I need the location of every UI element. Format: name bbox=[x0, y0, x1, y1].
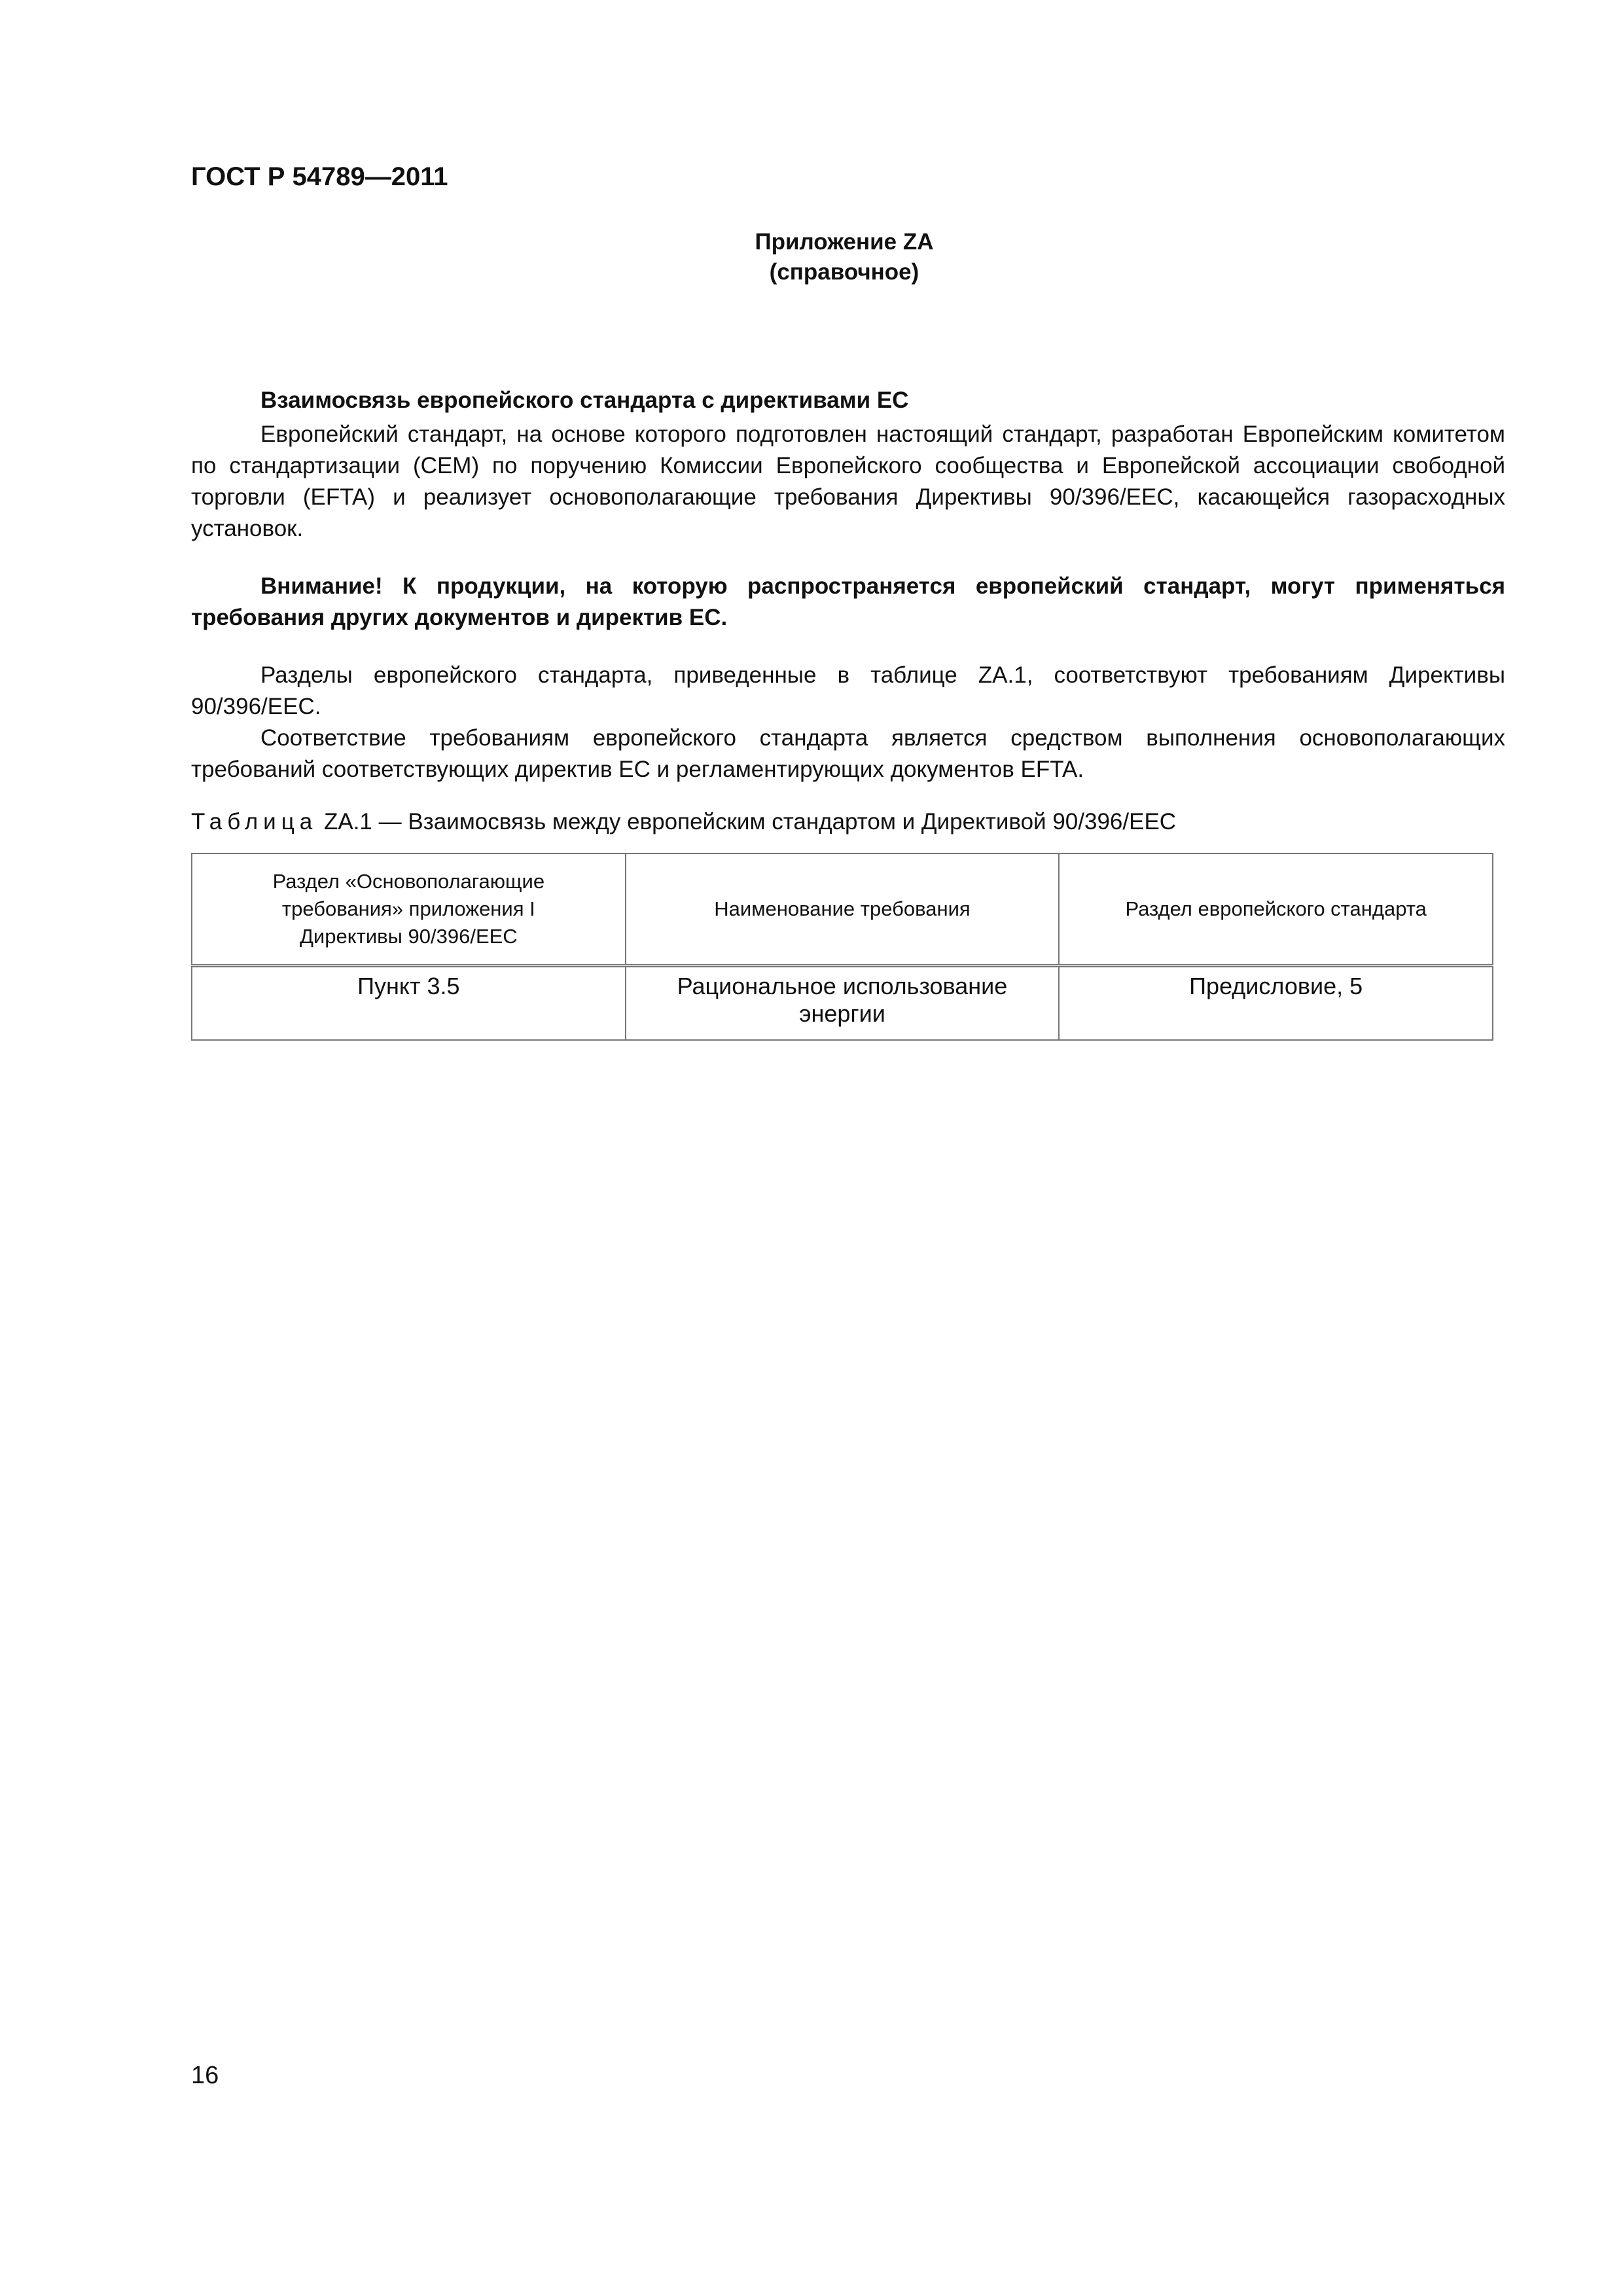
section-heading: Взаимосвязь европейского стандарта с директивами ЕС bbox=[260, 387, 909, 413]
warning-paragraph: Внимание! К продукции, на которую распространяется европейский стандарт, могут применяться требования других документов и директив ЕС. bbox=[191, 573, 1505, 630]
annex-title: Приложение ZA bbox=[755, 229, 934, 255]
paragraph-sections: Разделы европейского стандарта, приведенные в таблице ZA.1, соответствуют требованиям Директивы 90/396/EEC. bbox=[191, 662, 1505, 719]
page-number: 16 bbox=[191, 2062, 219, 2089]
requirements-table bbox=[191, 853, 1493, 1041]
table-caption bbox=[191, 809, 1176, 835]
paragraph-intro: Европейский стандарт, на основе которого подготовлен настоящий стандарт, разработан Европейским комитетом по стандартизации (CEM) по поручению Комиссии Европейского сообщества и Европейской ассоциации свободной торговли (EFTA) и реализует основополагающие требования Директивы 90/396/EEC, касающейся газорасходных установок. bbox=[191, 422, 1505, 541]
annex-status: (справочное) bbox=[769, 259, 919, 285]
table-cell: Пункт 3.5 bbox=[192, 966, 626, 1041]
table-caption-text: ZA.1 — Взаимосвязь между европейским стандартом и Директивой 90/396/EEC bbox=[323, 809, 1177, 834]
table-cell: Предисловие, 5 bbox=[1059, 966, 1493, 1041]
table-header-cell: Раздел европейского стандарта bbox=[1059, 853, 1493, 966]
table-header-row bbox=[192, 853, 1493, 966]
paragraph-conformity: Соответствие требованиям европейского стандарта является средством выполнения основополагающих требований соответствующих директив ЕС и регламентирующих документов EFTA. bbox=[191, 725, 1505, 782]
table-header-cell: Наименование требования bbox=[626, 853, 1060, 966]
table-caption-label: Таблица bbox=[191, 809, 318, 834]
table-cell: Рациональное использование энергии bbox=[626, 966, 1060, 1041]
document-code: ГОСТ Р 54789—2011 bbox=[191, 162, 448, 191]
table-header-cell: Раздел «Основополагающие требования» приложения I Директивы 90/396/EEC bbox=[192, 853, 626, 966]
table-row bbox=[192, 966, 1493, 1041]
